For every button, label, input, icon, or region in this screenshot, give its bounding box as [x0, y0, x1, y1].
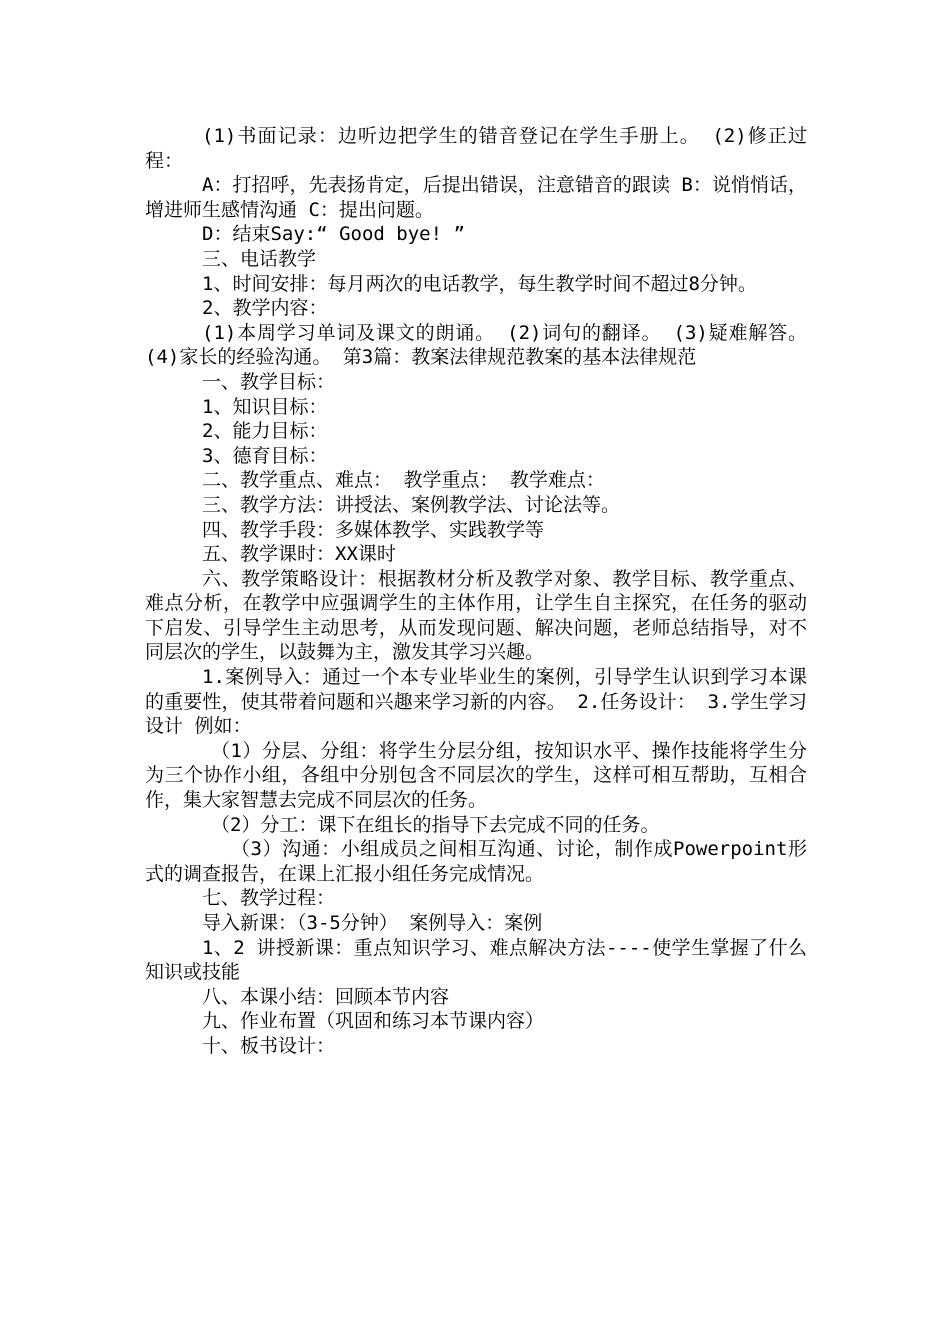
item-knowledge-goal: 1、知识目标： — [202, 395, 328, 418]
item-ability-goal: 2、能力目标： — [202, 420, 328, 443]
heading-teaching-goals: 一、教学目标： — [202, 370, 336, 393]
heading-phone-teaching: 三、电话教学 — [202, 247, 317, 270]
heading-class-hours: 五、教学课时：XX课时 — [202, 543, 396, 566]
paragraph-lead-in: 导入新课：（3-5分钟） 案例导入：案例 — [202, 912, 543, 934]
paragraph-communication: （3）沟通：小组成员之间相互沟通、讨论，制作成Powerpoint形式的调查报告，在课上汇报小组任务完成情况。 — [145, 838, 807, 885]
paragraph-correction-steps: A：打招呼，先表扬肯定，后提出错误，注意错音的跟读 B：说悄悄话，增进师生感情沟通 C：提出问题。 — [145, 174, 807, 221]
paragraph-division-of-labor: （2）分工：课下在组长的指导下去完成不同的任务。 — [211, 813, 660, 836]
paragraph-grouping: （1）分层、分组：将学生分层分组，按知识水平、操作技能将学生分为三个协作小组，各组中分别包含不同层次的学生，这样可相互帮助，互相合作，集大家智慧去完成不同层次的任务。 — [145, 739, 807, 812]
document-page — [145, 124, 807, 1059]
item-moral-goal: 3、德育目标： — [202, 444, 328, 467]
heading-teaching-process: 七、教学过程： — [202, 887, 336, 910]
paragraph-new-lesson: 1、2 讲授新课：重点知识学习、难点解决方法----使学生掌握了什么知识或技能 — [145, 936, 807, 984]
paragraph-written-record: (1)书面记录：边听边把学生的错音登记在学生手册上。 (2)修正过程： — [145, 125, 807, 172]
paragraph-goodbye: D：结束Say:“ Good bye! ” — [202, 223, 465, 246]
heading-summary: 八、本课小结：回顾本节内容 — [202, 985, 450, 1008]
heading-teaching-means: 四、教学手段：多媒体教学、实践教学等 — [202, 518, 545, 541]
heading-key-points: 二、教学重点、难点： 教学重点： 教学难点： — [202, 469, 605, 492]
heading-blackboard-design: 十、板书设计： — [202, 1034, 336, 1057]
heading-teaching-methods: 三、教学方法：讲授法、案例教学法、讨论法等。 — [202, 493, 621, 516]
paragraph-case-intro: 1.案例导入：通过一个本专业毕业生的案例，引导学生认识到学习本课的重要性，使其带着问题和兴趣来学习新的内容。 2.任务设计： 3.学生学习设计 例如： — [145, 666, 807, 738]
paragraph-content-items: (1)本周学习单词及课文的朗诵。 (2)词句的翻译。 (3)疑难解答。 (4)家长的经验沟通。 第3篇：教案法律规范教案的基本法律规范 — [145, 321, 807, 369]
paragraph-strategy-design: 六、教学策略设计：根据教材分析及教学对象、教学目标、教学重点、难点分析，在教学中应强调学生的主体作用，让学生自主探究，在任务的驱动下启发、引导学生主动思考，从而发现问题、解决问题，老师总结指导，对不同层次的学生，以鼓舞为主，激发其学习兴趣。 — [145, 567, 807, 664]
paragraph-teaching-content: 2、教学内容： — [202, 297, 328, 320]
heading-homework: 九、作业布置（巩固和练习本节课内容） — [202, 1010, 545, 1033]
paragraph-time-arrangement: 1、时间安排：每月两次的电话教学，每生教学时间不超过8分钟。 — [202, 272, 757, 295]
